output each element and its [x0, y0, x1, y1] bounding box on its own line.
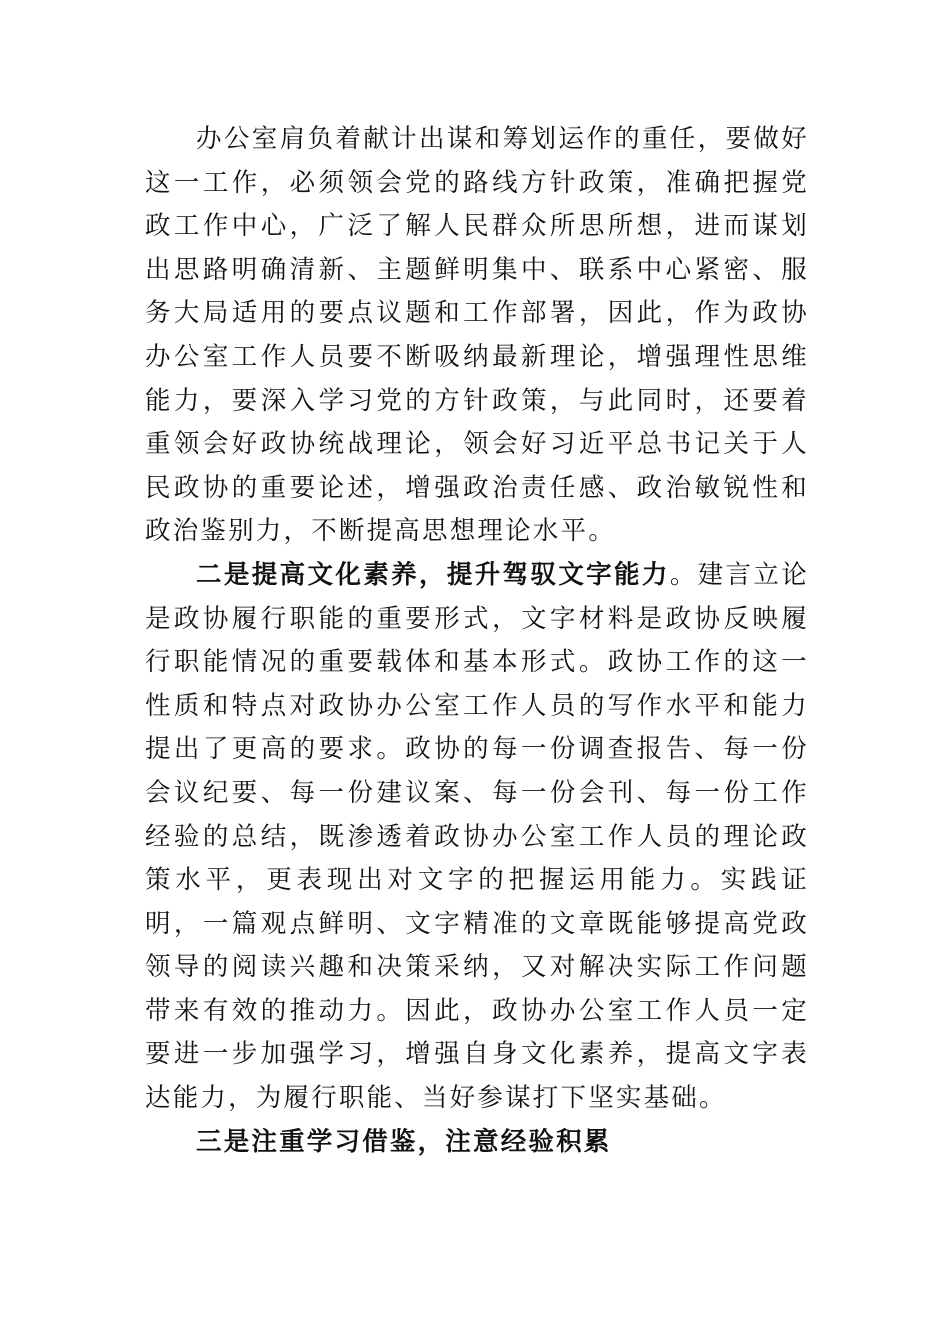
paragraph-1: [145, 118, 809, 554]
paragraph-3: [145, 1121, 809, 1165]
paragraph-2-body: 。建言立论是政协履行职能的重要形式，文字材料是政协反映履行职能情况的重要载体和基本形式。政协工作的这一性质和特点对政协办公室工作人员的写作水平和能力提出了更高的要求。政协的每一份调查报告、每一份会议纪要、每一份建议案、每一份会刊、每一份工作经验的总结，既渗透着政协办公室工作人员的理论政策水平，更表现出对文字的把握运用能力。实践证明，一篇观点鲜明、文字精准的文章既能够提高党政领导的阅读兴趣和决策采纳，又对解决实际工作问题带来有效的推动力。因此，政协办公室工作人员一定要进一步加强学习，增强自身文化素养，提高文字表达能力，为履行职能、当好参谋打下坚实基础。: [145, 559, 809, 1114]
document-body: [145, 118, 809, 1164]
paragraph-3-lead: 三是注重学习借鉴，注意经验积累: [196, 1126, 612, 1157]
paragraph-1-body: 办公室肩负着献计出谋和筹划运作的重任，要做好这一工作，必须领会党的路线方针政策，准确把握党政工作中心，广泛了解人民群众所思所想，进而谋划出思路明确清新、主题鲜明集中、联系中心紧密、服务大局适用的要点议题和工作部署，因此，作为政协办公室工作人员要不断吸纳最新理论，增强理性思维能力，要深入学习党的方针政策，与此同时，还要着重领会好政协统战理论，领会好习近平总书记关于人民政协的重要论述，增强政治责任感、政治敏锐性和政治鉴别力，不断提高思想理论水平。: [145, 124, 809, 547]
paragraph-2-lead: 二是提高文化素养，提升驾驭文字能力: [196, 559, 670, 590]
paragraph-2: [145, 554, 809, 1121]
